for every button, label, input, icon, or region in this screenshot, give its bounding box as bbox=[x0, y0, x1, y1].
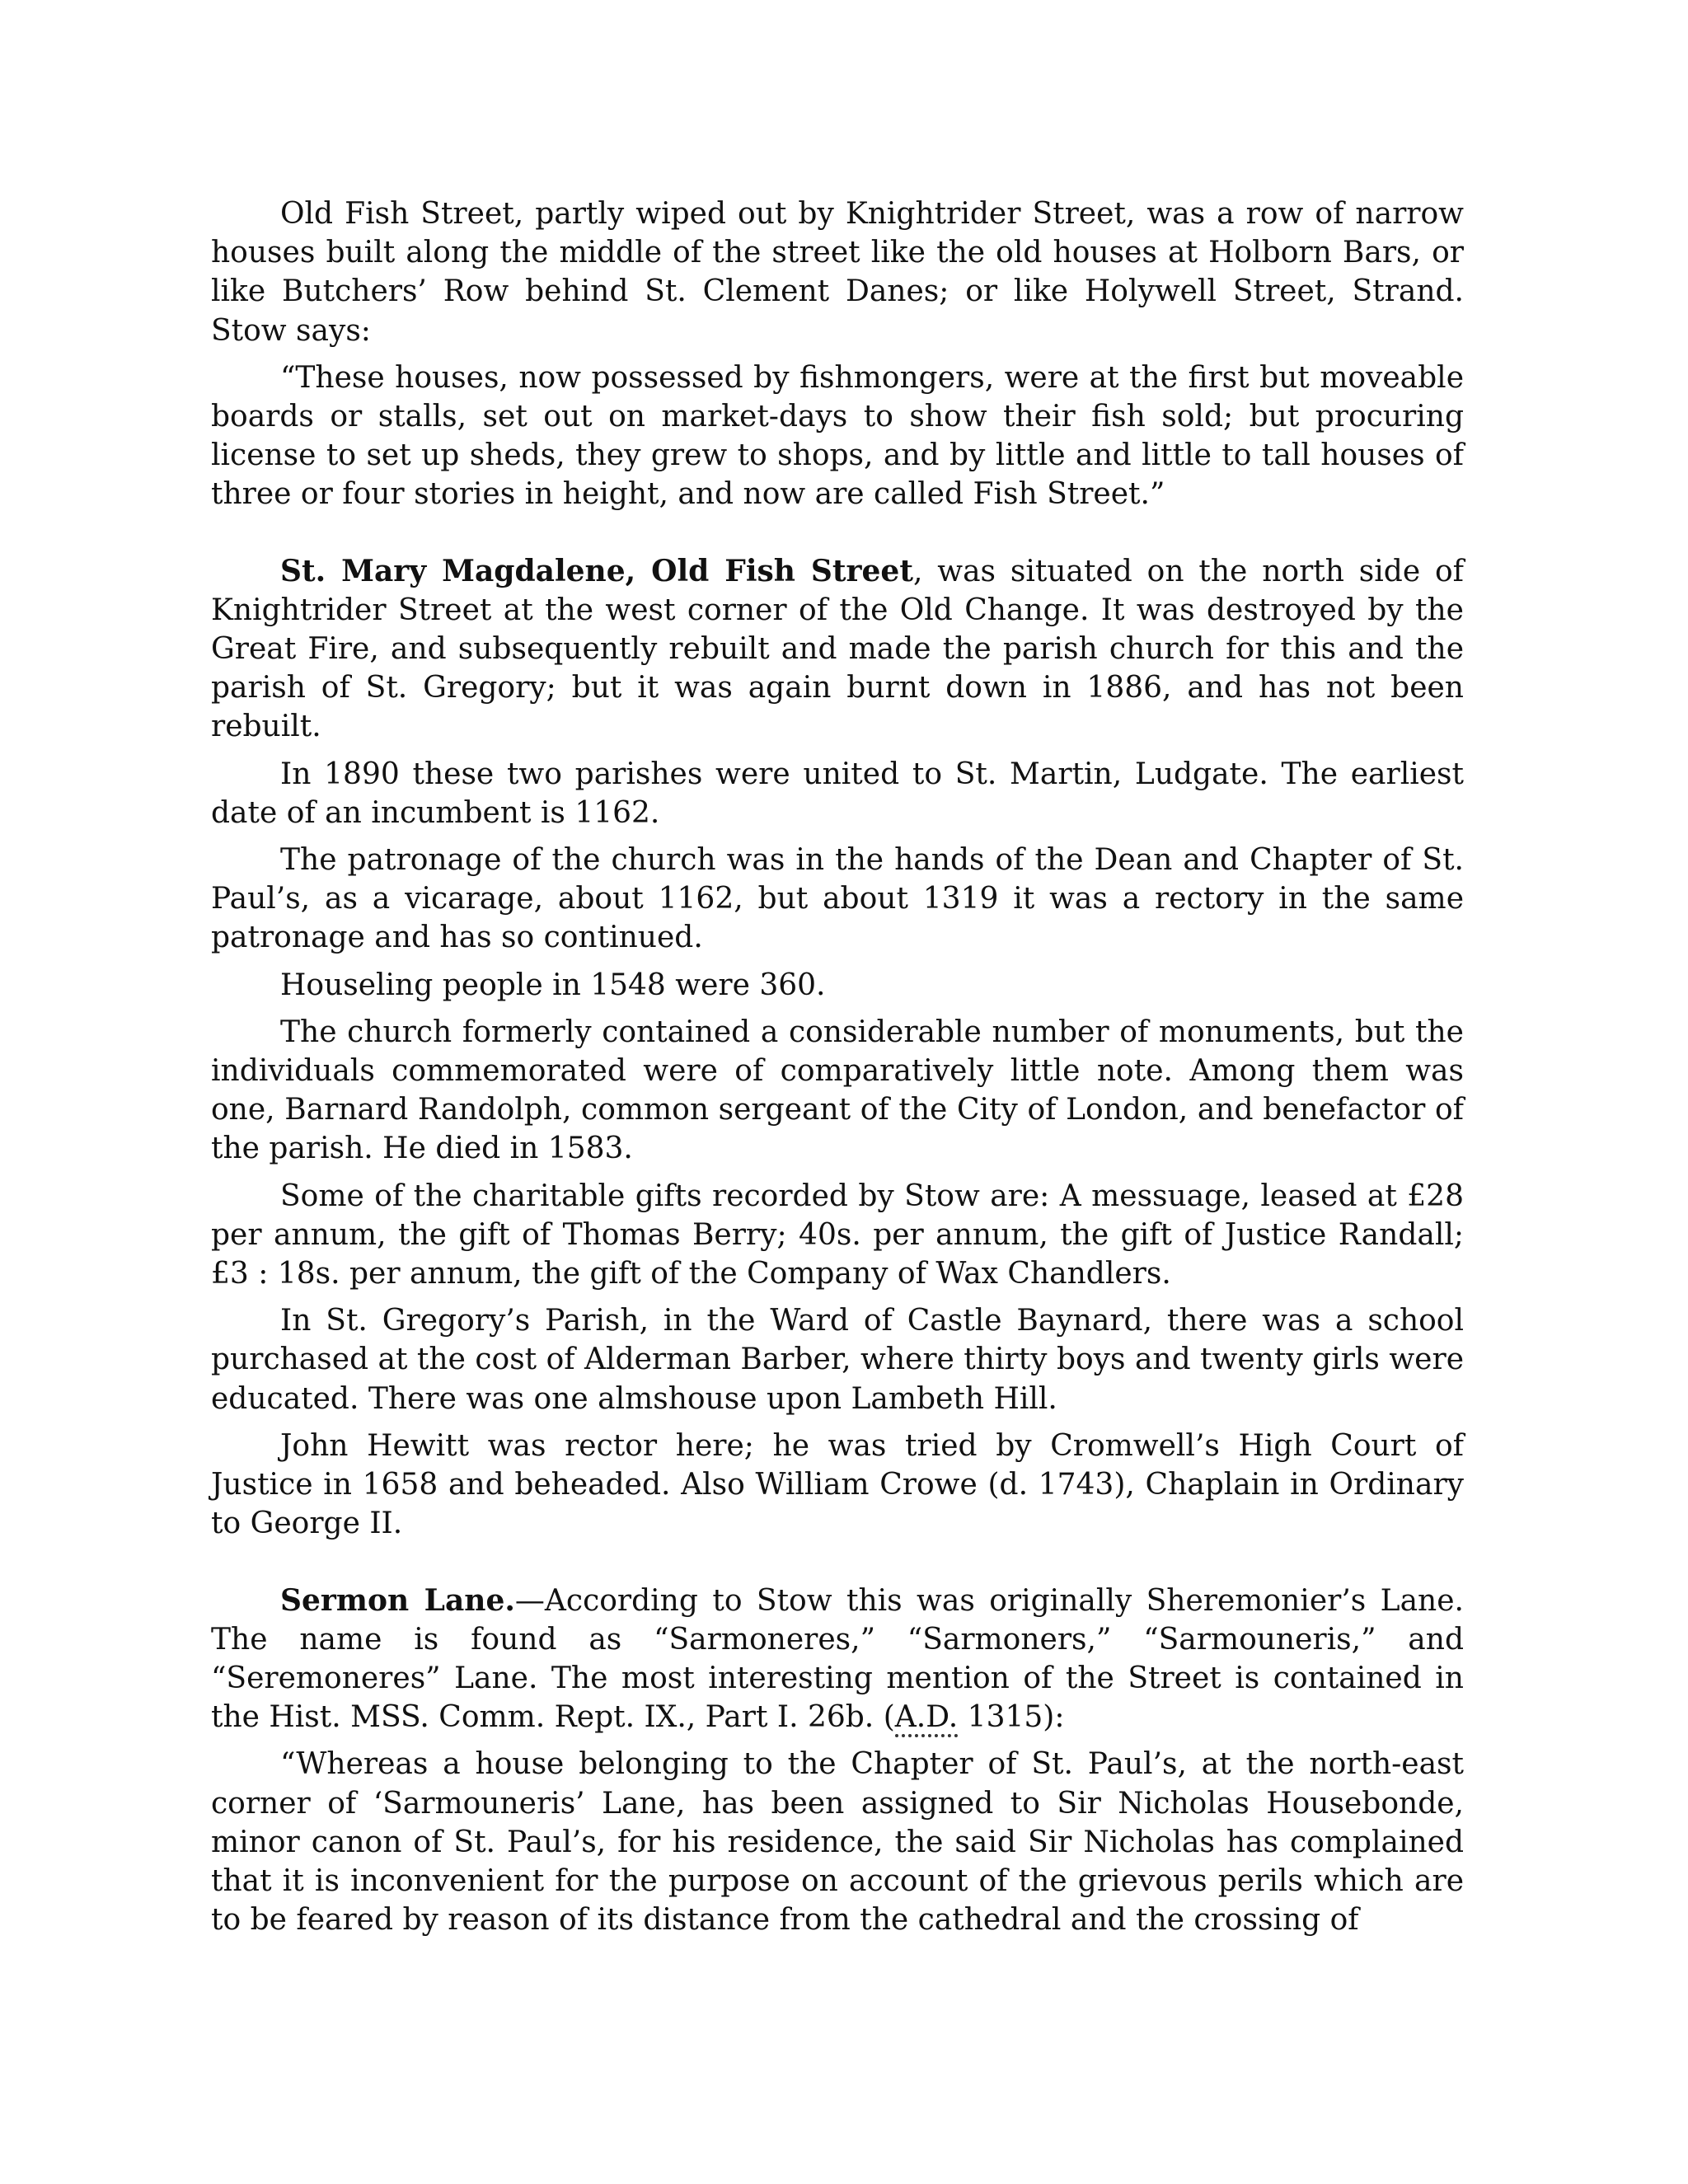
paragraph-text: 1315): bbox=[958, 1700, 1065, 1735]
section-heading-sermon-lane: Sermon Lane. bbox=[280, 1582, 515, 1618]
paragraph-parishes-united: In 1890 these two parishes were united to St. Martin, Ludgate. The earliest date of an incumbent is 1162. bbox=[211, 757, 1464, 830]
paragraph-patronage: The patronage of the church was in the hands of the Dean and Chapter of St. Paul’s, as a vicarage, about 1162, but about 1319 it was a rectory in the same patronage and has so continued. bbox=[211, 843, 1464, 955]
paragraph-chapter-quote: “Whereas a house belonging to the Chapter of St. Paul’s, at the north-east corner of ‘Sarmouneris’ Lane, has been assigned to Sir Nicholas Housebonde, minor canon of St. Paul’s, for his residence, the said Sir Nicholas has complained that it is inconvenient for the purpose on account of the grievous perils which are to be feared by reason of its distance from the cathedral and the crossing of bbox=[211, 1747, 1464, 1938]
document-page bbox=[211, 194, 1464, 1947]
paragraph-stow-quote: “These houses, now possessed by fishmongers, were at the first but moveable boards or stalls, set out on market-days to show their fish sold; but procuring license to set up sheds, they grew to shops, and by little and little to tall houses of three or four stories in height, and now are called Fish Street.” bbox=[211, 360, 1464, 512]
paragraph-st-gregory-school: In St. Gregory’s Parish, in the Ward of Castle Baynard, there was a school purchased at the cost of Alderman Barber, where thirty boys and twenty girls were educated. There was one almshouse upon Lambeth Hill. bbox=[211, 1304, 1464, 1416]
paragraph-old-fish-street: Old Fish Street, partly wiped out by Knightrider Street, was a row of narrow houses built along the middle of the street like the old houses at Holborn Bars, or like Butchers’ Row behind St. Clement Danes; or like Holywell Street, Strand. Stow says: bbox=[211, 197, 1464, 348]
paragraph-text: —According to Stow this was originally Sheremonier’s Lane. The name is found as “Sarmoneres,” “Sarmoners,” “Sarmouneris,” and “Seremoneres” Lane. The most interesting mention of the Street is contained in the Hist. MSS. Comm. Rept. IX., Part I. 26b. ( bbox=[211, 1583, 1464, 1735]
paragraph-houseling: Houseling people in 1548 were 360. bbox=[280, 968, 826, 1002]
section-heading-st-mary-magdalene: St. Mary Magdalene, Old Fish Street bbox=[280, 553, 913, 588]
paragraph-monuments: The church formerly contained a considerable number of monuments, but the individuals commemorated were of comparatively little note. Among them was one, Barnard Randolph, common sergeant of the City of London, and benefactor of the parish. He died in 1583. bbox=[211, 1015, 1464, 1166]
paragraph-charitable-gifts: Some of the charitable gifts recorded by Stow are: A messuage, leased at £28 per annum, the gift of Thomas Berry; 40s. per annum, the gift of Justice Randall; £3 : 18s. per annum, the gift of the Company of Wax Chandlers. bbox=[211, 1179, 1464, 1291]
abbreviation-ad: A.D. bbox=[895, 1700, 958, 1737]
paragraph-st-mary-magdalene bbox=[211, 552, 1464, 747]
paragraph-text: , was situated on the north side of Knightrider Street at the west corner of the Old Change. It was destroyed by the Great Fire, and subsequently rebuilt and made the parish church for this and the parish of St. Gregory; but it was again burnt down in 1886, and has not been rebuilt. bbox=[211, 554, 1464, 744]
paragraph-sermon-lane bbox=[211, 1582, 1464, 1737]
paragraph-john-hewitt: John Hewitt was rector here; he was tried by Cromwell’s High Court of Justice in 1658 and beheaded. Also William Crowe (d. 1743), Chaplain in Ordinary to George II. bbox=[211, 1428, 1464, 1541]
